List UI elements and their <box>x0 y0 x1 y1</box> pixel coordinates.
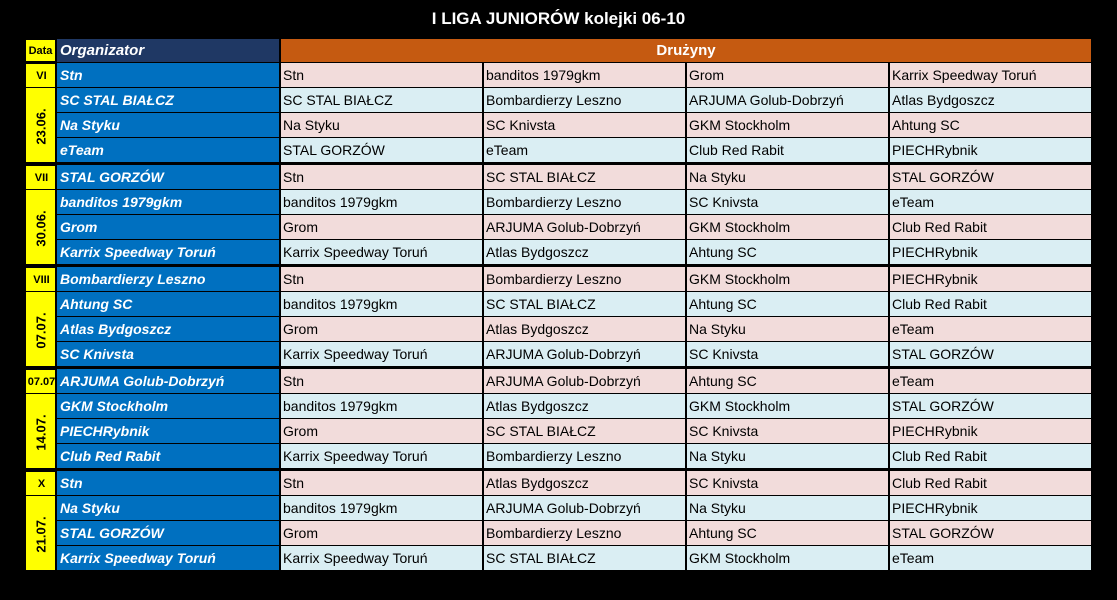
round-date-wrap <box>26 88 57 164</box>
team-cell: PIECHRybnik <box>890 240 1091 264</box>
team-cell: SC STAL BIAŁCZ <box>484 419 685 443</box>
team-cell: Atlas Bydgoszcz <box>484 240 685 264</box>
team-cell: Na Styku <box>687 317 888 341</box>
team-cell: Atlas Bydgoszcz <box>484 394 685 418</box>
team-cell: Club Red Rabit <box>890 292 1091 316</box>
organizer-cell: banditos 1979gkm <box>57 190 279 214</box>
organizer-cell: Karrix Speedway Toruń <box>57 546 279 570</box>
table-row <box>57 240 1091 264</box>
team-cell: GKM Stockholm <box>687 546 888 570</box>
round-date: 14.07. <box>34 413 49 451</box>
table-row <box>57 419 1091 443</box>
team-cell: SC STAL BIAŁCZ <box>484 292 685 316</box>
team-cell: STAL GORZÓW <box>890 165 1091 189</box>
team-cell: Ahtung SC <box>687 521 888 545</box>
table-row <box>57 292 1091 316</box>
team-cell: Stn <box>281 369 482 393</box>
round-date: 23.06. <box>34 107 49 145</box>
table-row <box>57 88 1091 112</box>
team-cell: Karrix Speedway Toruń <box>281 444 482 468</box>
table-row <box>57 342 1091 366</box>
schedule-table <box>25 63 1091 573</box>
organizer-cell: Na Styku <box>57 496 279 520</box>
team-cell: Karrix Speedway Toruń <box>281 342 482 366</box>
team-cell: PIECHRybnik <box>890 496 1091 520</box>
team-cell: banditos 1979gkm <box>281 496 482 520</box>
team-cell: eTeam <box>484 138 685 162</box>
team-cell: Stn <box>281 471 482 495</box>
team-cell: eTeam <box>890 546 1091 570</box>
table-row <box>57 471 1091 495</box>
team-cell: Atlas Bydgoszcz <box>890 88 1091 112</box>
organizer-cell: Karrix Speedway Toruń <box>57 240 279 264</box>
round-block <box>25 471 1091 571</box>
team-cell: SC STAL BIAŁCZ <box>281 88 482 112</box>
team-cell: Stn <box>281 267 482 291</box>
round-date-wrap <box>26 394 57 470</box>
round-date-cell <box>25 165 56 265</box>
team-cell: Na Styku <box>281 113 482 137</box>
round-date-cell <box>25 369 56 469</box>
team-cell: banditos 1979gkm <box>281 292 482 316</box>
organizer-cell: Atlas Bydgoszcz <box>57 317 279 341</box>
round-date-wrap <box>26 190 57 266</box>
round-block <box>25 267 1091 367</box>
table-row <box>57 138 1091 162</box>
team-cell: Grom <box>281 317 482 341</box>
team-cell: Bombardierzy Leszno <box>484 444 685 468</box>
table-row <box>57 546 1091 570</box>
team-cell: Atlas Bydgoszcz <box>484 317 685 341</box>
team-cell: STAL GORZÓW <box>281 138 482 162</box>
team-cell: banditos 1979gkm <box>281 190 482 214</box>
round-label: VIII <box>26 268 57 292</box>
header-organizer: Organizator <box>57 39 279 62</box>
team-cell: Karrix Speedway Toruń <box>281 240 482 264</box>
organizer-cell: Stn <box>57 63 279 87</box>
team-cell: Bombardierzy Leszno <box>484 267 685 291</box>
team-cell: GKM Stockholm <box>687 267 888 291</box>
organizer-cell: PIECHRybnik <box>57 419 279 443</box>
team-cell: Grom <box>281 521 482 545</box>
table-row <box>57 317 1091 341</box>
round-block <box>25 165 1091 265</box>
team-cell: PIECHRybnik <box>890 419 1091 443</box>
team-cell: Karrix Speedway Toruń <box>890 63 1091 87</box>
team-cell: Grom <box>281 215 482 239</box>
team-cell: Bombardierzy Leszno <box>484 521 685 545</box>
table-row <box>57 444 1091 468</box>
team-cell: Na Styku <box>687 165 888 189</box>
team-cell: SC Knivsta <box>484 113 685 137</box>
team-cell: Ahtung SC <box>687 292 888 316</box>
header-date: Data <box>25 39 56 62</box>
round-date-cell <box>25 267 56 367</box>
team-cell: Club Red Rabit <box>890 471 1091 495</box>
round-date-wrap <box>26 292 57 368</box>
team-cell: SC Knivsta <box>687 471 888 495</box>
round-date-cell <box>25 63 56 163</box>
round-date: 07.07. <box>34 311 49 349</box>
team-cell: PIECHRybnik <box>890 267 1091 291</box>
team-cell: STAL GORZÓW <box>890 521 1091 545</box>
team-cell: Stn <box>281 165 482 189</box>
round-block <box>25 63 1091 163</box>
table-row <box>57 113 1091 137</box>
team-cell: Grom <box>281 419 482 443</box>
round-label: 07.07 <box>26 370 57 394</box>
header-teams: Drużyny <box>281 39 1091 62</box>
team-cell: Bombardierzy Leszno <box>484 88 685 112</box>
organizer-cell: Club Red Rabit <box>57 444 279 468</box>
organizer-cell: SC STAL BIAŁCZ <box>57 88 279 112</box>
table-row <box>57 267 1091 291</box>
organizer-cell: Bombardierzy Leszno <box>57 267 279 291</box>
team-cell: ARJUMA Golub-Dobrzyń <box>484 369 685 393</box>
team-cell: SC Knivsta <box>687 342 888 366</box>
table-row <box>57 165 1091 189</box>
table-row <box>57 521 1091 545</box>
team-cell: eTeam <box>890 317 1091 341</box>
team-cell: Club Red Rabit <box>687 138 888 162</box>
team-cell: STAL GORZÓW <box>890 394 1091 418</box>
team-cell: Na Styku <box>687 496 888 520</box>
organizer-cell: ARJUMA Golub-Dobrzyń <box>57 369 279 393</box>
round-date: 30.06. <box>34 209 49 247</box>
team-cell: Club Red Rabit <box>890 215 1091 239</box>
team-cell: Bombardierzy Leszno <box>484 190 685 214</box>
organizer-cell: Na Styku <box>57 113 279 137</box>
team-cell: SC Knivsta <box>687 419 888 443</box>
team-cell: ARJUMA Golub-Dobrzyń <box>687 88 888 112</box>
table-row <box>57 215 1091 239</box>
table-row <box>57 369 1091 393</box>
team-cell: eTeam <box>890 369 1091 393</box>
team-cell: SC STAL BIAŁCZ <box>484 165 685 189</box>
organizer-cell: Grom <box>57 215 279 239</box>
team-cell: ARJUMA Golub-Dobrzyń <box>484 342 685 366</box>
team-cell: GKM Stockholm <box>687 394 888 418</box>
table-row <box>57 190 1091 214</box>
team-cell: GKM Stockholm <box>687 113 888 137</box>
organizer-cell: eTeam <box>57 138 279 162</box>
round-date-cell <box>25 471 56 571</box>
team-cell: ARJUMA Golub-Dobrzyń <box>484 215 685 239</box>
team-cell: ARJUMA Golub-Dobrzyń <box>484 496 685 520</box>
team-cell: eTeam <box>890 190 1091 214</box>
team-cell: STAL GORZÓW <box>890 342 1091 366</box>
round-date-wrap <box>26 496 57 572</box>
organizer-cell: STAL GORZÓW <box>57 521 279 545</box>
team-cell: SC Knivsta <box>687 190 888 214</box>
organizer-cell: GKM Stockholm <box>57 394 279 418</box>
team-cell: GKM Stockholm <box>687 215 888 239</box>
organizer-cell: STAL GORZÓW <box>57 165 279 189</box>
table-row <box>57 496 1091 520</box>
organizer-cell: SC Knivsta <box>57 342 279 366</box>
team-cell: Na Styku <box>687 444 888 468</box>
table-row <box>57 394 1091 418</box>
team-cell: Ahtung SC <box>687 240 888 264</box>
organizer-cell: Ahtung SC <box>57 292 279 316</box>
team-cell: Grom <box>687 63 888 87</box>
team-cell: banditos 1979gkm <box>281 394 482 418</box>
round-label: X <box>26 472 57 496</box>
table-row <box>57 63 1091 87</box>
team-cell: SC STAL BIAŁCZ <box>484 546 685 570</box>
team-cell: Club Red Rabit <box>890 444 1091 468</box>
team-cell: Ahtung SC <box>890 113 1091 137</box>
round-label: VII <box>26 166 57 190</box>
team-cell: banditos 1979gkm <box>484 63 685 87</box>
organizer-cell: Stn <box>57 471 279 495</box>
team-cell: Stn <box>281 63 482 87</box>
page-title: I LIGA JUNIORÓW kolejki 06-10 <box>431 9 686 28</box>
round-block <box>25 369 1091 469</box>
round-label: VI <box>26 64 57 88</box>
team-cell: PIECHRybnik <box>890 138 1091 162</box>
team-cell: Ahtung SC <box>687 369 888 393</box>
round-date: 21.07. <box>34 515 49 553</box>
team-cell: Atlas Bydgoszcz <box>484 471 685 495</box>
team-cell: Karrix Speedway Toruń <box>281 546 482 570</box>
